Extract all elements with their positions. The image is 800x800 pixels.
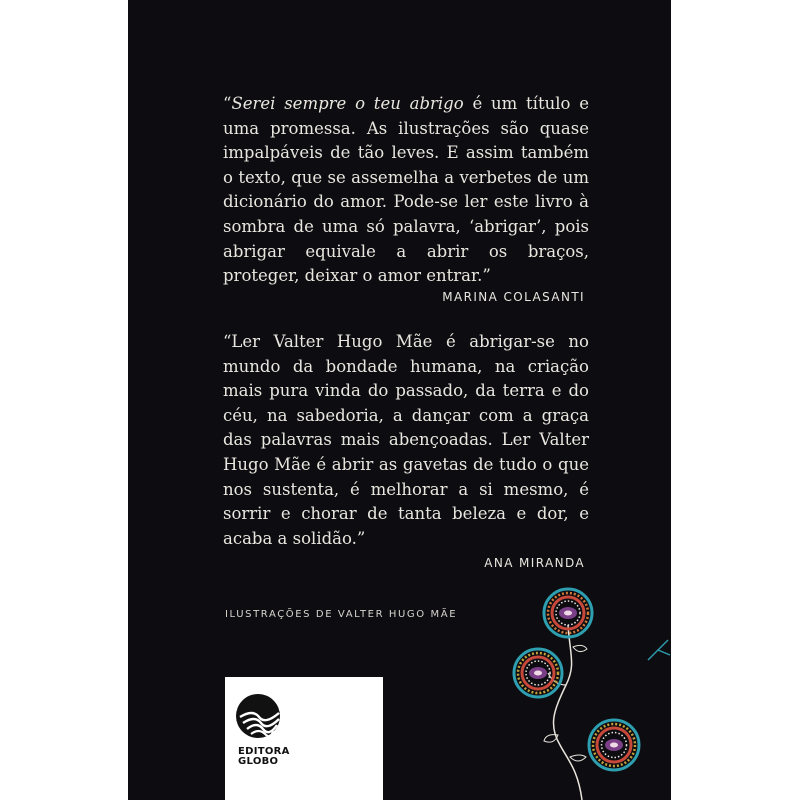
back-cover [128,0,671,800]
quote-author-1: MARINA COLASANTI [442,290,585,304]
publisher-name-line2: GLOBO [238,756,279,767]
quote-ana-miranda: “Ler Valter Hugo Mãe é abrigar-se no mundo da bondade humana, na criação mais pura vinda do passado, da terra e do céu, na sabedoria, a dançar com a graça das palavras mais abençoadas. Ler Valter Hugo Mãe é abrir as gavetas de tudo o que nos sustenta, é melhorar a si mesmo, é sorrir e chorar de tanta beleza e dor, e acaba a solidão.” [223,332,589,548]
flower-middle [514,649,562,697]
quote-marina-colasanti [223,92,589,289]
publisher-logo-box [225,677,383,800]
publisher-name-line1: EDITORA [238,746,290,757]
illustrations-credit: ILUSTRAÇÕES DE VALTER HUGO MÃE [225,609,458,620]
flower-bottom [589,720,639,770]
quote-author-2: ANA MIRANDA [484,556,585,570]
quote-open-mark: “ [223,94,232,113]
publisher-logo-icon [235,687,285,747]
quote-body: é um título e uma promessa. As ilustrações são quase impalpáveis de tão leves. E assim também o texto, que se assemelha a verbetes de um dicionário do amor. Pode-se ler este livro à sombra de uma só palavra, ‘abrigar’, pois abrigar equivale a abrir os braços, proteger, deixar o amor entrar.” [223,94,589,286]
flower-illustration [508,585,671,800]
flower-top [544,589,592,637]
book-title-italic: Serei sempre o teu abrigo [231,94,464,113]
